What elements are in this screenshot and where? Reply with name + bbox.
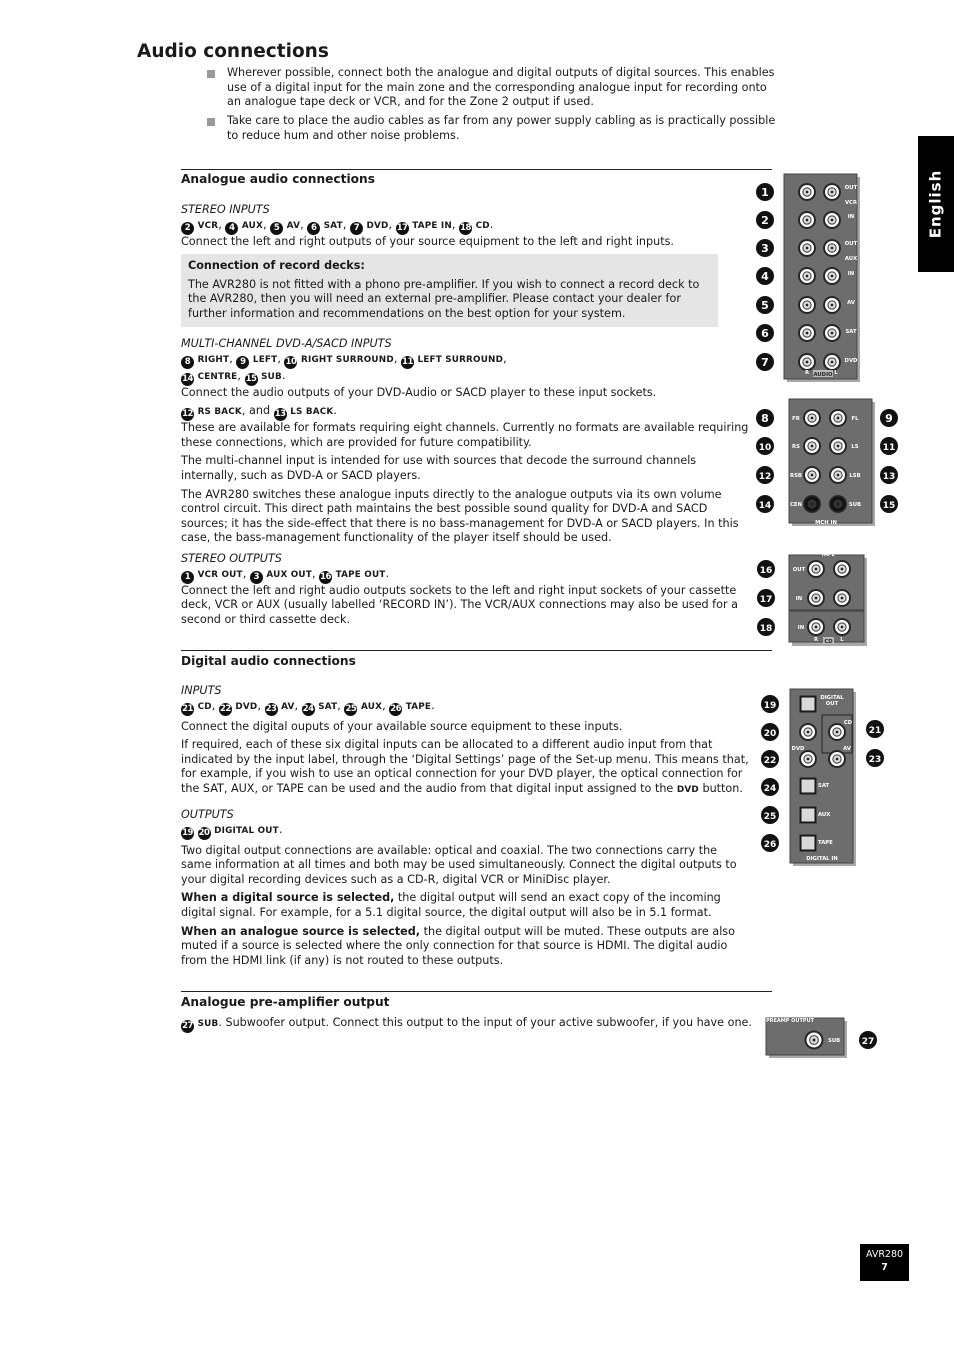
rca-jack-icon [823, 183, 841, 201]
callout-number: 25 [345, 703, 357, 714]
panel-label: OUT [844, 185, 858, 191]
callout-number: 3 [250, 571, 263, 584]
panel-label: OUT [844, 241, 858, 247]
rca-jack-icon [823, 296, 841, 314]
panel-label: IN [847, 214, 855, 220]
rca-jack-icon [799, 750, 817, 768]
panel-label: AV [847, 300, 855, 306]
svg-text:19: 19 [763, 700, 777, 711]
stereo-outputs-block [181, 552, 749, 627]
optical-port-icon [800, 807, 817, 824]
svg-text:12: 12 [758, 471, 772, 482]
panel-label: CD [843, 720, 853, 726]
body-text [181, 891, 749, 920]
panel-label: DVD [844, 358, 858, 364]
body-text: Connect the left and right audio outputs sockets to the left and right input sockets of your cassette deck, VCR or AUX (usually labelled ‘RECORD IN’). The VCR/AUX connections may also be used for a second or third cassette deck. [181, 583, 738, 626]
callout-number-badge [866, 720, 884, 738]
callout-number-badge [761, 695, 779, 713]
svg-text:4: 4 [761, 269, 769, 283]
language-tab [918, 136, 954, 272]
digital-outputs-block [181, 808, 749, 968]
ref-list: 14 CENTRE, 15 SUB. [182, 368, 286, 384]
ref-label: SAT [323, 220, 343, 231]
ref-label: AUX OUT [266, 569, 312, 580]
ref-label: CD [197, 701, 212, 712]
page-footer [860, 1244, 909, 1281]
panel-label: DIGITAL [820, 695, 844, 701]
stereo-inputs-block [181, 203, 749, 249]
rca-jack-icon [798, 296, 816, 314]
callout-number: 8 [181, 356, 194, 369]
svg-text:21: 21 [868, 725, 882, 736]
callout-number: 21 [182, 703, 193, 714]
rca-jack-icon [823, 239, 841, 257]
rca-jack-icon [798, 239, 816, 257]
svg-text:1: 1 [761, 185, 769, 199]
panel-label: DIGITAL IN [806, 856, 838, 862]
ref-label: CENTRE [197, 371, 238, 382]
rca-jack-icon [833, 560, 851, 578]
body-text: Two digital output connections are available: optical and coaxial. The two connections carry the same information at all times and both may be used simultaneously. Connect the digital outputs to your digital recording devices such as a CD-R, digital VCR or MiniDisc player. [181, 843, 737, 886]
svg-text:7: 7 [761, 355, 769, 369]
rca-jack-icon [798, 183, 816, 201]
section-heading-preamp: Analogue pre-amplifier output [181, 995, 390, 1009]
page-title: Audio connections [137, 41, 329, 62]
callout-number: 22 [219, 703, 231, 714]
panel-label: CD [824, 639, 833, 645]
ref-label: SUB [261, 371, 282, 382]
callout-number: 19 [182, 827, 193, 838]
footer-model: AVR280 [865, 1249, 904, 1260]
svg-text:18: 18 [759, 623, 773, 634]
body-text-rest: the digital output will be muted. These outputs are also muted if a source is selected where the only connection for that source is HDMI. The digital audio from the HDMI link (if any) is not routed to these outputs. [181, 924, 735, 967]
panel-label: TAPE [821, 552, 835, 558]
section-divider [181, 169, 772, 170]
panel-label: CEN [790, 502, 802, 508]
panel-label: SUB [828, 1038, 841, 1044]
panel-label: AUDIO [813, 372, 833, 378]
ref-label: TAPE IN [412, 220, 452, 231]
intro-text: Wherever possible, connect both the analogue and digital outputs of digital sources. This enables use of a digital input for the main zone and the corresponding analogue input for recording onto an analogue tape deck or VCR, and for the Zone 2 output if used. [227, 66, 775, 109]
ref-label: VCR [197, 220, 219, 231]
callout-number: 26 [390, 703, 402, 714]
intro-bullet [207, 66, 777, 110]
note-title: Connection of record decks: [188, 259, 365, 272]
panel-label: R [804, 370, 810, 376]
ref-label: VCR OUT [197, 569, 243, 580]
callout-number: 15 [245, 373, 257, 384]
ref-label: CD [475, 220, 490, 231]
panel-label: AUX [818, 812, 831, 818]
callout-number-badge [756, 437, 774, 455]
panel-label: RSB [790, 473, 802, 479]
panel-label: LS [851, 444, 859, 450]
panel-label: RS [792, 444, 800, 450]
multichannel-block [181, 337, 749, 546]
ref-list: 21 CD, 22 DVD, 23 AV, 24 SAT, 25 AUX, 26 TAPE. [182, 698, 435, 714]
callout-number-badge [880, 495, 898, 513]
callout-number: 23 [265, 703, 277, 714]
ref-list: 19 20 DIGITAL OUT. [182, 822, 283, 838]
panel-label: IN [797, 625, 805, 631]
section-divider [181, 650, 772, 651]
preamp-panel-svg [762, 1014, 882, 1062]
callout-number: 2 [181, 222, 194, 235]
ref-label: RIGHT SURROUND [301, 354, 394, 365]
rca-jack-icon [823, 267, 841, 285]
ref-label: DVD [235, 701, 258, 712]
subsection-label: MULTI-CHANNEL DVD-A/SACD INPUTS [181, 337, 392, 350]
body-text [181, 925, 749, 969]
rca-jack-icon [833, 618, 851, 636]
panel-label: VCR [844, 200, 858, 206]
digital-panel-diagram [752, 686, 892, 868]
conjunction-text: , and [241, 404, 271, 418]
bullet-square-icon [207, 118, 215, 126]
subsection-label: OUTPUTS [181, 808, 234, 821]
callout-number: 13 [274, 409, 286, 420]
callout-number-badge [756, 183, 774, 201]
dvd-key-label: DVD [676, 784, 699, 795]
ref-list: 8 RIGHT, 9 LEFT, 10 RIGHT SURROUND, 11 LEFT SURROUND, [181, 352, 749, 369]
footer-page-number: 7 [881, 1262, 888, 1273]
svg-text:9: 9 [885, 411, 893, 425]
panel-label: R [813, 637, 819, 643]
rca-jack-icon [803, 495, 821, 513]
rca-jack-icon [823, 211, 841, 229]
subsection-label: STEREO OUTPUTS [181, 552, 282, 565]
callout-number-badge [756, 211, 774, 229]
callout-number-badge [757, 589, 775, 607]
callout-number: 5 [270, 222, 283, 235]
tape-cd-panel-svg [752, 550, 872, 648]
callout-number-badge [756, 324, 774, 342]
callout-number-badge [756, 239, 774, 257]
body-text: . Subwoofer output. Connect this output to the input of your active subwoofer, if you have one. [218, 1016, 752, 1029]
callout-number: 20 [198, 827, 210, 838]
callout-number: 10 [285, 356, 297, 367]
callout-number: 1 [181, 571, 194, 584]
callout-number: 14 [182, 373, 193, 384]
ref-label: AV [286, 220, 301, 231]
panel-label: PREAMP OUTPUT [765, 1018, 815, 1024]
optical-port-icon [800, 696, 817, 713]
callout-number-badge [757, 560, 775, 578]
intro-text: Take care to place the audio cables as far from any power supply cabling as is practically possible to reduce hum and other noise problems. [227, 114, 776, 142]
callout-number: 17 [396, 222, 408, 233]
callout-number-badge [880, 437, 898, 455]
analogue-inputs-panel-svg [752, 172, 867, 387]
ref-label: AV [281, 701, 295, 712]
rca-jack-icon [823, 324, 841, 342]
svg-text:17: 17 [759, 594, 773, 605]
panel-label: FR [792, 416, 800, 422]
svg-text:2: 2 [761, 213, 769, 227]
panel-label: IN [847, 271, 855, 277]
panel-label: AV [843, 746, 851, 752]
rca-jack-icon [803, 437, 821, 455]
callout-number: 4 [225, 222, 238, 235]
note-text: The AVR280 is not fitted with a phono pre-amplifier. If you wish to connect a record deck to the AVR280, then you will need an external pre-amplifier. Please contact your dealer for further information and recommendations on the best option for your system. [188, 277, 700, 320]
ref-list: 1 VCR OUT, 3 AUX OUT, 16 TAPE OUT. [181, 567, 749, 584]
bullet-square-icon [207, 70, 215, 78]
intro-bullet [207, 114, 777, 143]
optical-port-icon [800, 778, 817, 795]
callout-number: 24 [302, 703, 314, 714]
panel-label: DVD [791, 746, 805, 752]
ref-label: SUB [197, 1019, 219, 1029]
body-text: Connect the audio outputs of your DVD-Audio or SACD player to these input sockets. [181, 385, 657, 399]
callout-number-badge [756, 353, 774, 371]
rca-jack-icon [803, 466, 821, 484]
ref-list: 12 RS BACK, and 13 LS BACK. [182, 404, 337, 420]
digital-panel-svg [752, 686, 892, 868]
rca-jack-icon [798, 267, 816, 285]
panel-label: L [834, 370, 838, 376]
svg-text:14: 14 [758, 500, 772, 511]
callout-number: 6 [307, 222, 320, 235]
svg-text:11: 11 [882, 442, 896, 453]
svg-text:8: 8 [761, 411, 769, 425]
rca-jack-icon [829, 409, 847, 427]
panel-label: SAT [818, 783, 830, 789]
ref-label: LS BACK [290, 407, 334, 418]
ref-label: RS BACK [197, 407, 242, 418]
rca-jack-icon [807, 589, 825, 607]
svg-text:15: 15 [882, 500, 896, 511]
callout-number-badge [756, 267, 774, 285]
callout-number-badge [761, 806, 779, 824]
panel-label: OUT [792, 567, 806, 573]
subsection-label: STEREO INPUTS [181, 203, 270, 216]
optical-port-icon [800, 835, 817, 852]
language-tab-label: English [926, 169, 945, 239]
callout-number: 27 [182, 1021, 193, 1031]
svg-text:16: 16 [759, 565, 773, 576]
callout-number-badge [866, 749, 884, 767]
svg-text:13: 13 [882, 471, 896, 482]
rca-jack-icon [798, 353, 816, 371]
body-text: Connect the digital ouputs of your available source equipment to these inputs. [181, 719, 623, 733]
svg-text:6: 6 [761, 326, 769, 340]
tape-cd-panel-diagram [752, 550, 872, 648]
body-text: Connect the left and right outputs of your source equipment to the left and right inputs. [181, 234, 674, 248]
callout-number: 18 [460, 222, 471, 233]
callout-number-badge [761, 778, 779, 796]
ref-label: LEFT SURROUND [417, 354, 504, 365]
rca-jack-icon [829, 437, 847, 455]
callout-number-badge [756, 296, 774, 314]
svg-text:26: 26 [763, 839, 777, 850]
panel-label: MCH IN [815, 520, 837, 526]
digital-inputs-block [181, 684, 749, 798]
ref-label: DVD [366, 220, 389, 231]
svg-text:5: 5 [761, 298, 769, 312]
panel-label: SUB [848, 502, 862, 508]
callout-number-badge [756, 409, 774, 427]
ref-label: TAPE [405, 701, 432, 712]
svg-text:10: 10 [758, 442, 772, 453]
section-heading-analogue: Analogue audio connections [181, 172, 375, 186]
alloc-text-end: button. [702, 781, 743, 795]
rca-jack-icon [807, 560, 825, 578]
callout-number-badge [756, 495, 774, 513]
rca-jack-icon [829, 495, 847, 513]
panel-label: LSB [849, 473, 861, 479]
rca-jack-icon [805, 1031, 824, 1050]
record-deck-note [181, 254, 718, 327]
alloc-text: If required, each of these six digital inputs can be allocated to a different audio input from that indicated by the input label, through the ‘Digital Settings’ page of the Set-up menu. This means that, for example, if you wish to use an optical connection for your DVD player, the optical connection for the SAT, AUX, or TAPE can be used and the audio from that digital input assigned to the [181, 738, 749, 795]
rca-jack-icon [807, 618, 825, 636]
callout-number-badge [761, 723, 779, 741]
callout-number-badge [761, 834, 779, 852]
ref-label: SAT [318, 701, 338, 712]
ref-label: DIGITAL OUT [214, 825, 279, 836]
mch-inputs-panel-diagram [752, 398, 902, 531]
rca-jack-icon [799, 723, 817, 741]
panel-label: SAT [845, 329, 857, 335]
callout-number-badge [859, 1031, 877, 1049]
panel-label: L [840, 637, 844, 643]
preamp-block [181, 1016, 771, 1033]
preamp-panel-diagram [762, 1014, 882, 1062]
callout-number-badge [761, 750, 779, 768]
ref-label: AUX [360, 701, 383, 712]
rca-jack-icon [798, 211, 816, 229]
svg-text:25: 25 [763, 811, 777, 822]
callout-number-badge [880, 466, 898, 484]
callout-number: 9 [236, 356, 249, 369]
panel-label: IN [795, 596, 803, 602]
ref-label: TAPE OUT [335, 569, 386, 580]
callout-number-badge [756, 466, 774, 484]
panel-label: TAPE [818, 840, 833, 846]
ref-label: AUX [241, 220, 263, 231]
section-divider [181, 991, 772, 992]
analogue-inputs-panel-diagram [752, 172, 867, 387]
body-text: The multi-channel input is intended for use with sources that decode the surround channels internally, such as DVD-A or SACD players. [181, 454, 697, 482]
svg-text:3: 3 [761, 241, 769, 255]
subsection-label: INPUTS [181, 684, 222, 697]
svg-text:23: 23 [868, 754, 882, 765]
body-text: These are available for formats requiring eight channels. Currently no formats are available requiring these connections, which are provided for future compatibility. [181, 421, 749, 449]
panel-label: FL [851, 416, 859, 422]
mch-inputs-panel-svg [752, 398, 902, 531]
ref-label: RIGHT [197, 354, 230, 365]
callout-number-badge [880, 409, 898, 427]
svg-text:24: 24 [763, 783, 777, 794]
callout-number: 11 [402, 356, 413, 367]
ref-label: LEFT [252, 354, 278, 365]
callout-number: 7 [350, 222, 363, 235]
body-text-rest: the digital output will send an exact copy of the incoming digital signal. For example, for a 5.1 digital source, the digital output will also be in 5.1 format. [181, 891, 721, 919]
rca-jack-icon [823, 353, 841, 371]
rca-jack-icon [833, 589, 851, 607]
section-heading-digital: Digital audio connections [181, 654, 356, 668]
emphasis-text: When an analogue source is selected, [181, 924, 421, 938]
svg-text:27: 27 [861, 1036, 875, 1047]
body-text: The AVR280 switches these analogue inputs directly to the analogue outputs via its own volume control circuit. This direct path maintains the best possible sound quality for DVD-A and SACD sources; it has the side-effect that there is no bass-management for DVD-A or SACD players. In this case, the bass-management functionality of the player itself should be used. [181, 487, 739, 545]
rca-jack-icon [803, 409, 821, 427]
callout-number: 12 [182, 409, 193, 420]
rca-jack-icon [798, 324, 816, 342]
callout-number-badge [757, 618, 775, 636]
ref-list: 2 VCR, 4 AUX, 5 AV, 6 SAT, 7 DVD, 17 TAPE IN, 18 CD. [181, 218, 749, 235]
callout-number: 16 [320, 571, 331, 582]
panel-label: OUT [825, 701, 839, 707]
panel-label: AUX [844, 256, 858, 262]
body-text [181, 738, 749, 797]
rca-jack-icon [829, 466, 847, 484]
emphasis-text: When a digital source is selected, [181, 891, 395, 905]
svg-text:22: 22 [763, 755, 777, 766]
rca-jack-icon [828, 750, 846, 768]
svg-text:20: 20 [763, 728, 777, 739]
